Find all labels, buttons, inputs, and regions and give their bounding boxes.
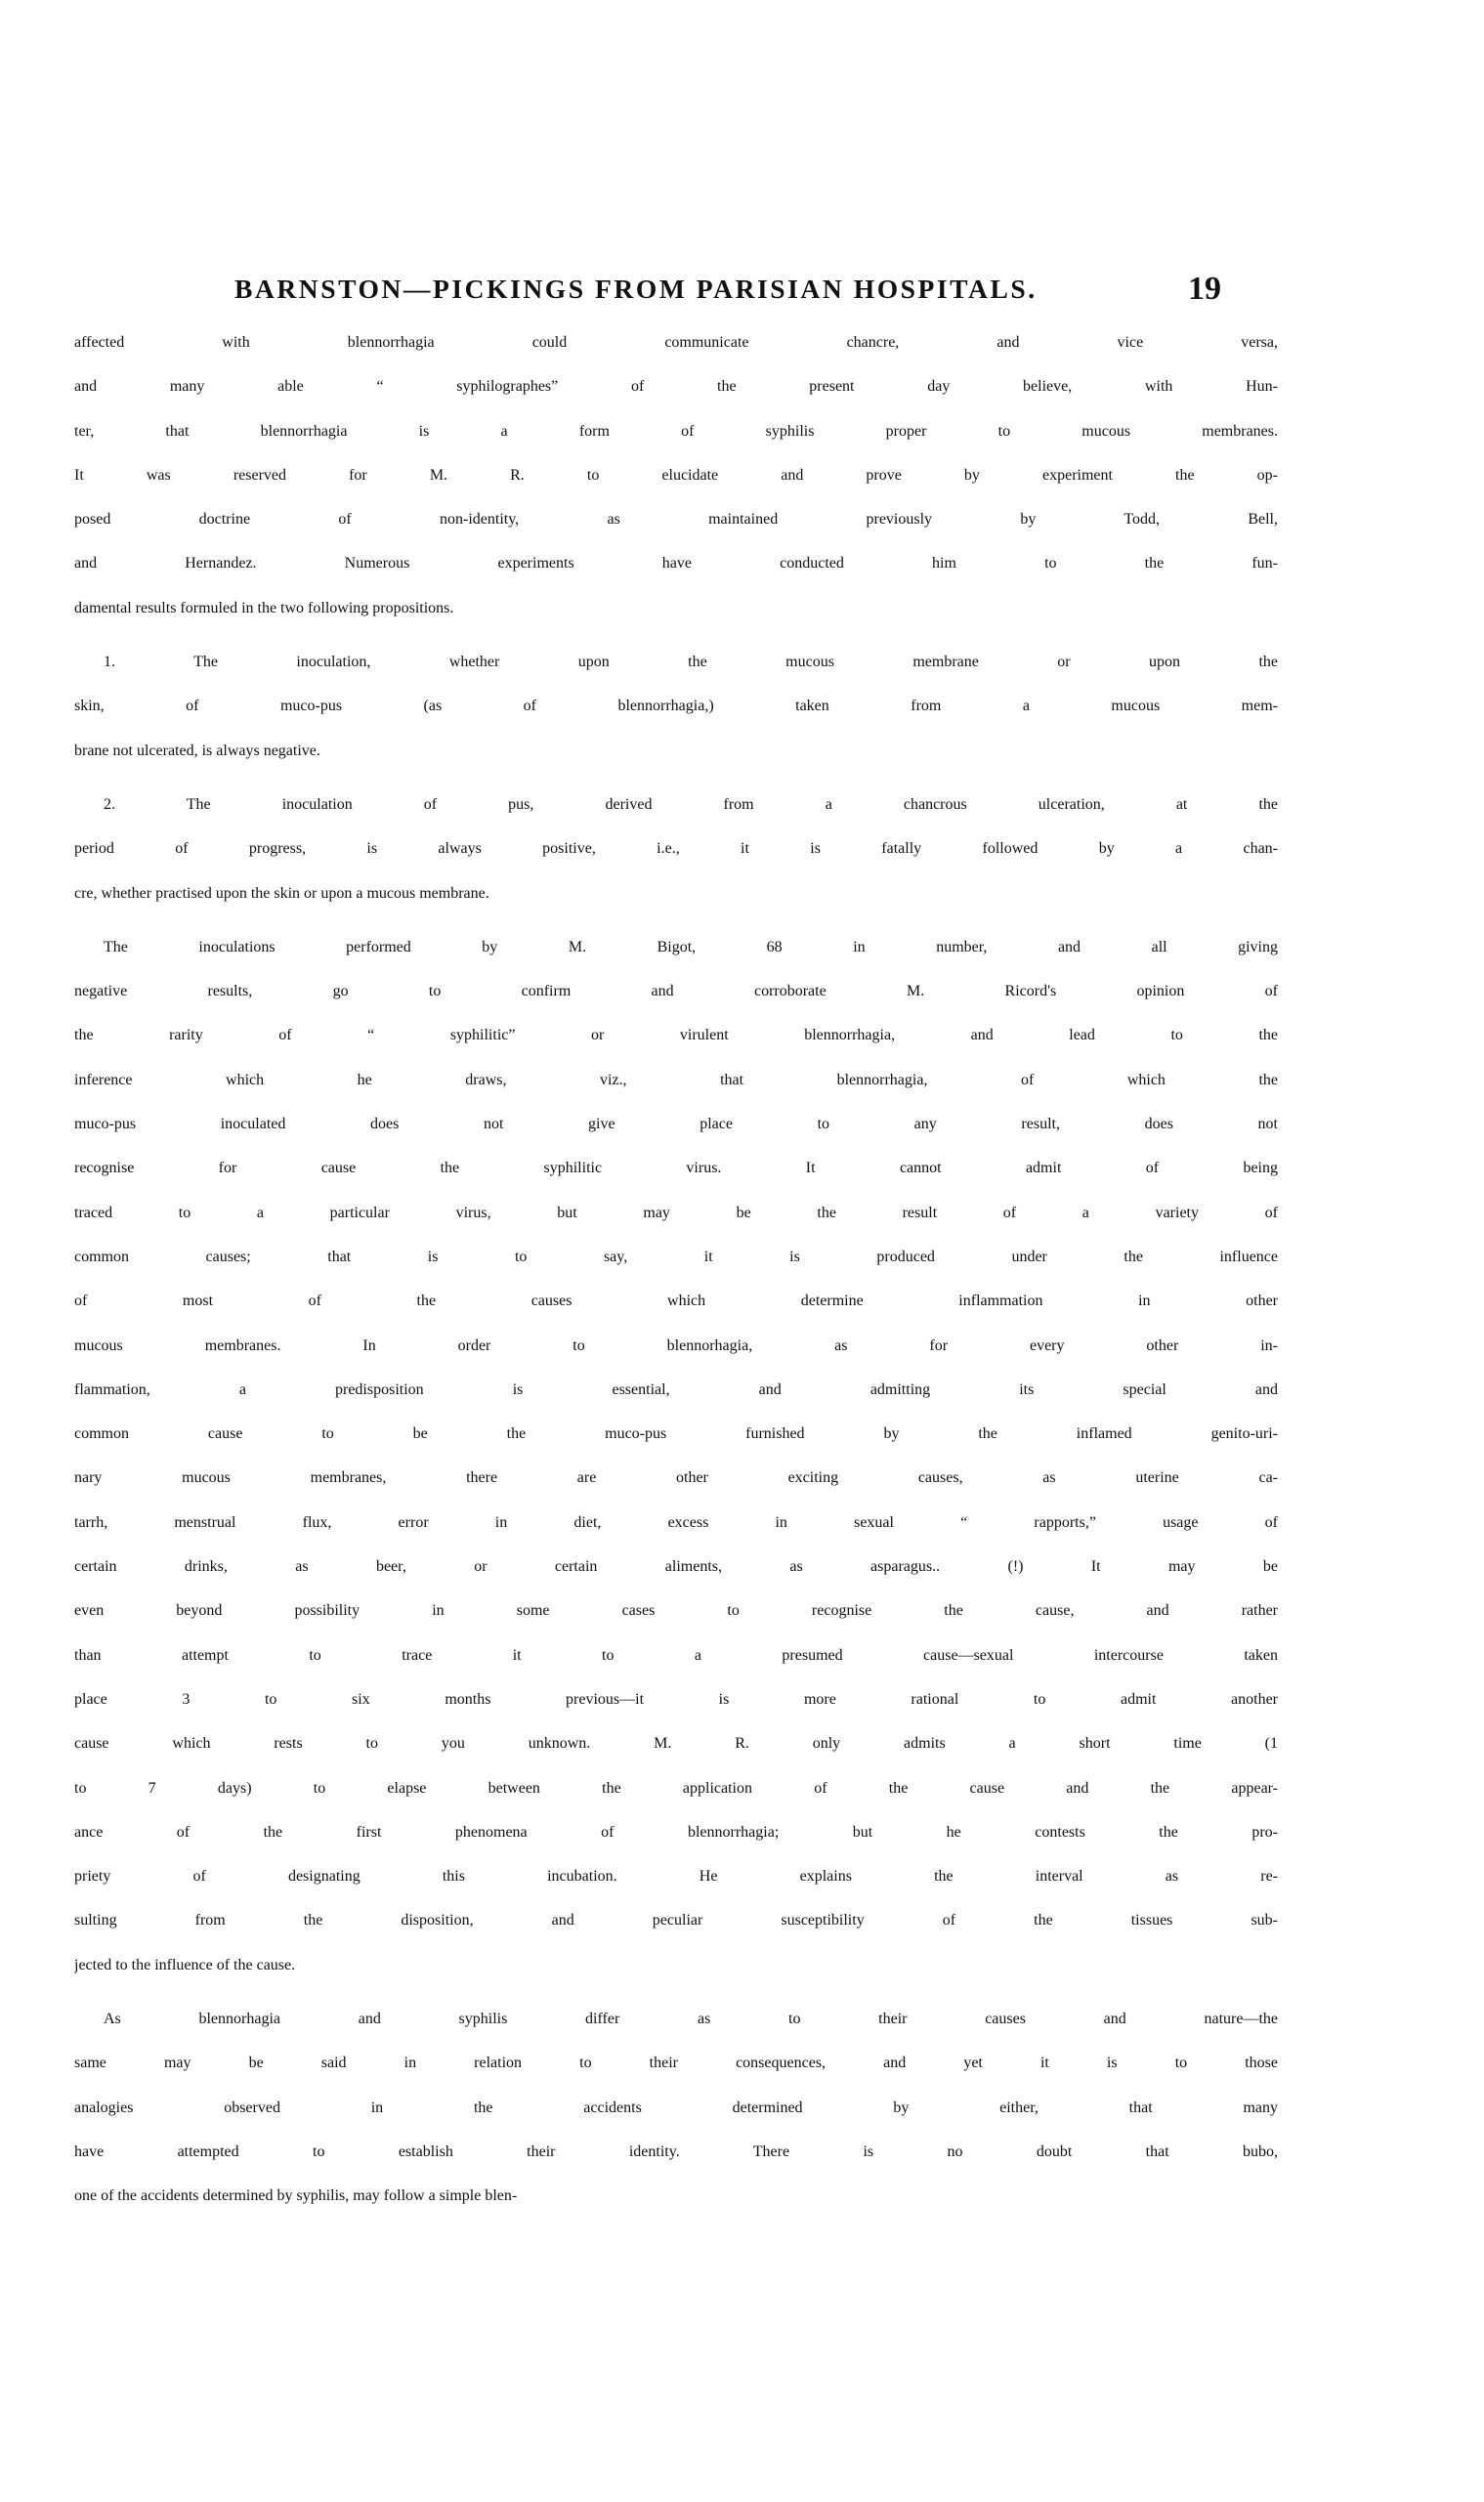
text-line: one of the accidents determined by syphilis, may follow a simple blen- bbox=[74, 2187, 518, 2205]
text-line: to 7 days) to elapse between the application of the cause and the appear- bbox=[74, 1779, 1278, 1797]
text-line: of most of the causes which determine inflammation in other bbox=[74, 1293, 1278, 1310]
text-line: cre, whether practised upon the skin or upon a mucous membrane. bbox=[74, 884, 489, 902]
text-line: certain drinks, as beer, or certain aliments, as asparagus.. (!) It may be bbox=[74, 1558, 1278, 1576]
text-line: It was reserved for M. R. to elucidate and prove by experiment the op- bbox=[74, 466, 1278, 484]
text-line: nary mucous membranes, there are other exciting causes, as uterine ca- bbox=[74, 1469, 1278, 1487]
body-text bbox=[74, 334, 1278, 2241]
paragraph bbox=[74, 796, 1278, 929]
text-line: inference which he draws, viz., that blennorrhagia, of which the bbox=[74, 1071, 1278, 1088]
running-head bbox=[234, 271, 1221, 314]
text-line: ance of the first phenomena of blennorrhagia; but he contests the pro- bbox=[74, 1823, 1278, 1841]
paragraph bbox=[74, 334, 1278, 644]
text-line: ter, that blennorrhagia is a form of syphilis proper to mucous membranes. bbox=[74, 422, 1278, 440]
text-line: common cause to be the muco-pus furnished by the inflamed genito-uri- bbox=[74, 1425, 1278, 1443]
text-line: priety of designating this incubation. He explains the interval as re- bbox=[74, 1868, 1278, 1886]
running-title: BARNSTON—PICKINGS FROM PARISIAN HOSPITALS. bbox=[234, 275, 1038, 304]
text-line: period of progress, is always positive, i.e., it is fatally followed by a chan- bbox=[74, 840, 1278, 858]
text-line: recognise for cause the syphilitic virus. It cannot admit of being bbox=[74, 1160, 1278, 1177]
text-line: and Hernandez. Numerous experiments have conducted him to the fun- bbox=[74, 555, 1278, 572]
text-line: cause which rests to you unknown. M. R. only admits a short time (1 bbox=[74, 1735, 1278, 1753]
text-line: skin, of muco-pus (as of blennorrhagia,) taken from a mucous mem- bbox=[74, 698, 1278, 715]
text-line: mucous membranes. In order to blennorhagia, as for every other in- bbox=[74, 1336, 1278, 1354]
paragraph bbox=[74, 939, 1278, 2001]
text-line: analogies observed in the accidents determined by either, that many bbox=[74, 2099, 1278, 2116]
text-line: brane not ulcerated, is always negative. bbox=[74, 742, 320, 759]
text-line: muco-pus inoculated does not give place to any result, does not bbox=[74, 1116, 1278, 1133]
text-line: same may be said in relation to their consequences, and yet it is to those bbox=[74, 2055, 1278, 2072]
text-line: than attempt to trace it to a presumed cause—sexual intercourse taken bbox=[74, 1646, 1278, 1664]
page-number: 19 bbox=[1188, 271, 1221, 307]
text-line: As blennorhagia and syphilis differ as to their causes and nature—the bbox=[104, 2010, 1278, 2027]
text-line: the rarity of “ syphilitic” or virulent blennorrhagia, and lead to the bbox=[74, 1027, 1278, 1044]
text-line: 2. The inoculation of pus, derived from a chancrous ulceration, at the bbox=[104, 795, 1278, 813]
text-line: traced to a particular virus, but may be the result of a variety of bbox=[74, 1204, 1278, 1221]
text-line: common causes; that is to say, it is produced under the influence bbox=[74, 1248, 1278, 1265]
paragraph bbox=[74, 2011, 1278, 2231]
text-line: affected with blennorrhagia could communicate chancre, and vice versa, bbox=[74, 334, 1278, 351]
text-line: tarrh, menstrual flux, error in diet, excess in sexual “ rapports,” usage of bbox=[74, 1513, 1278, 1531]
text-line: place 3 to six months previous—it is more rational to admit another bbox=[74, 1690, 1278, 1708]
paragraph bbox=[74, 654, 1278, 786]
text-line: The inoculations performed by M. Bigot, 68 in number, and all giving bbox=[104, 938, 1278, 955]
text-line: flammation, a predisposition is essential, and admitting its special and bbox=[74, 1380, 1278, 1398]
text-line: posed doctrine of non-identity, as maintained previously by Todd, Bell, bbox=[74, 511, 1278, 529]
text-line: damental results formuled in the two following propositions. bbox=[74, 599, 454, 616]
text-line: sulting from the disposition, and peculiar susceptibility of the tissues sub- bbox=[74, 1912, 1278, 1930]
text-line: have attempted to establish their identity. There is no doubt that bubo, bbox=[74, 2142, 1278, 2160]
text-line: jected to the influence of the cause. bbox=[74, 1956, 296, 1973]
text-line: negative results, go to confirm and corroborate M. Ricord's opinion of bbox=[74, 983, 1278, 1000]
text-line: even beyond possibility in some cases to recognise the cause, and rather bbox=[74, 1602, 1278, 1620]
text-line: and many able “ syphilographes” of the present day believe, with Hun- bbox=[74, 378, 1278, 396]
text-line: 1. The inoculation, whether upon the mucous membrane or upon the bbox=[104, 654, 1278, 671]
